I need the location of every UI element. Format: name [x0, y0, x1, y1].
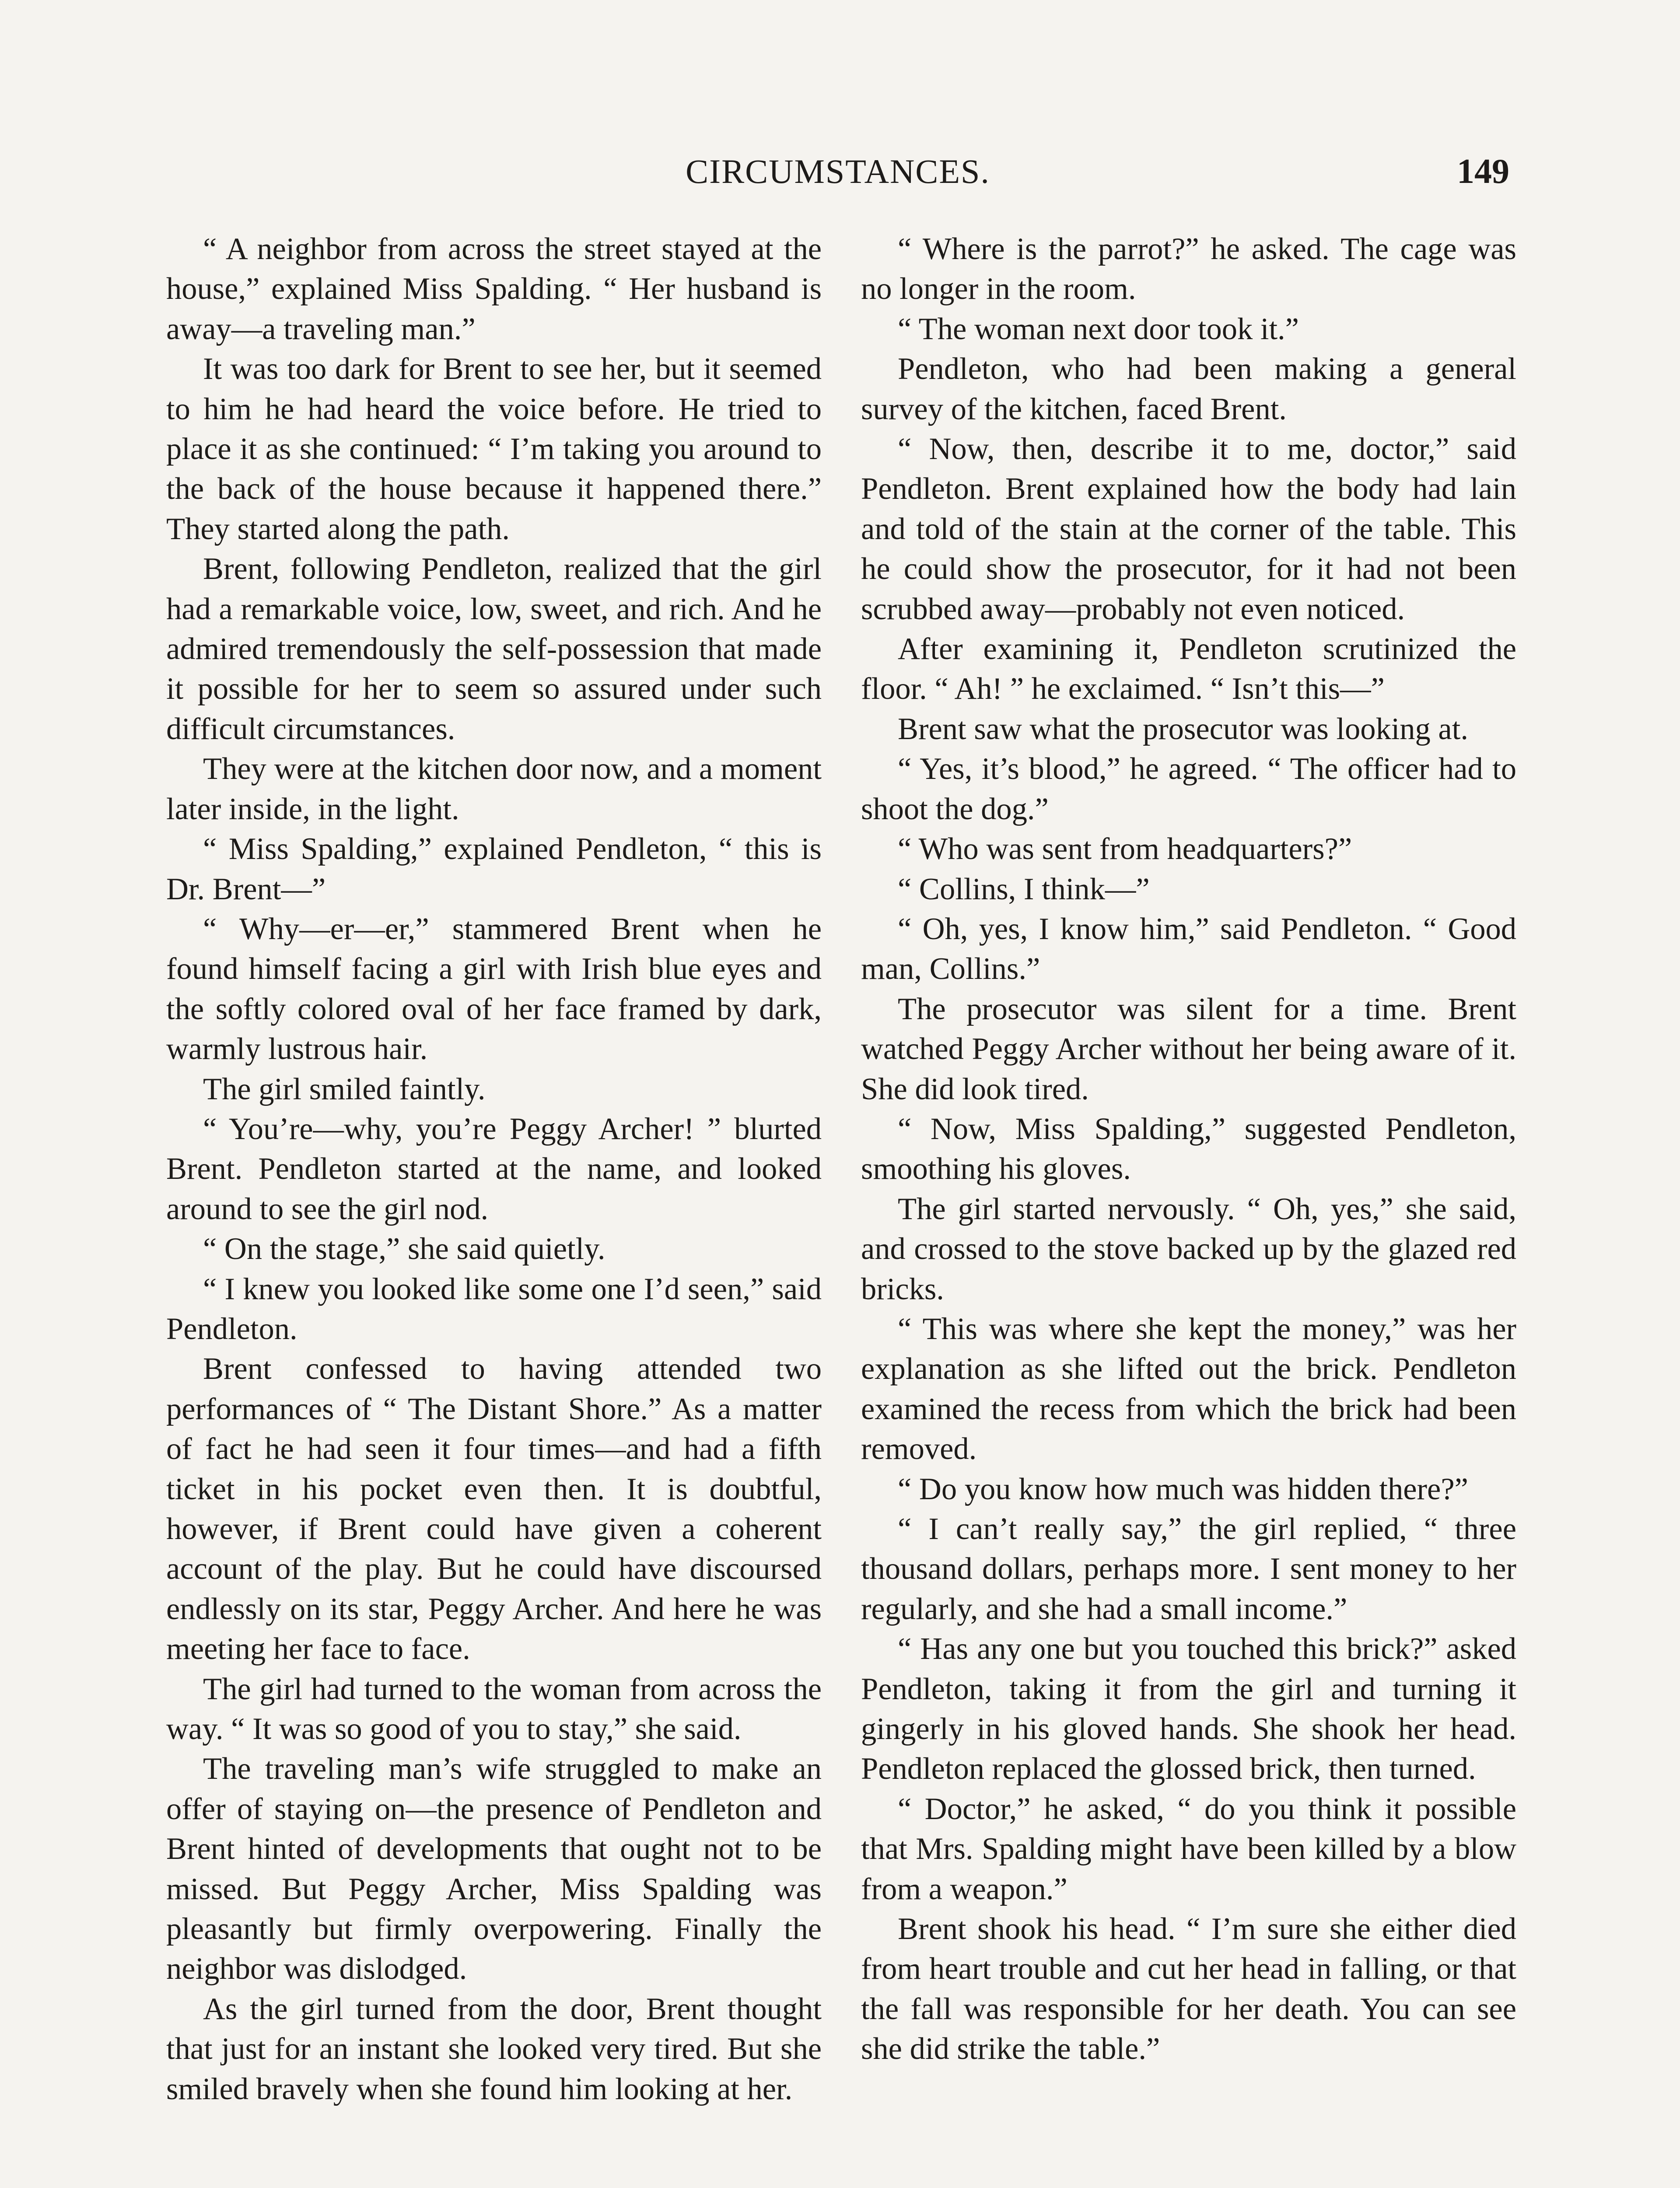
paragraph: It was too dark for Brent to see her, but it seemed to him he had heard the voice before. He tried to place it as she continued: “ I’m taking you around to the back of the house because it happened there.” They started along the path. — [166, 352, 822, 546]
paragraph: “ Where is the parrot?” he asked. The cage was no longer in the room. — [861, 232, 1516, 306]
page-number: 149 — [1457, 152, 1509, 191]
running-title: CIRCUMSTANCES. — [686, 152, 990, 190]
paragraph: “ Now, then, describe it to me, doctor,” said Pendleton. Brent explained how the body had lain and told of the stain at the corner of the table. This he could show the prosecutor, for it had not been scrubbed away—probably not even noticed. — [861, 432, 1516, 626]
paragraph: “ Who was sent from headquarters?” — [898, 832, 1352, 866]
paragraph: “ You’re—why, you’re Peggy Archer! ” blurted Brent. Pendleton started at the name, and looked around to see the girl nod. — [166, 1112, 822, 1226]
paragraph: “ Collins, I think—” — [898, 872, 1150, 906]
page-header — [166, 150, 1509, 198]
paragraph: “ Now, Miss Spalding,” suggested Pendleton, smoothing his gloves. — [861, 1112, 1516, 1186]
paragraph: The prosecutor was silent for a time. Brent watched Peggy Archer without her being aware of it. She did look tired. — [861, 992, 1516, 1106]
paragraph: “ The woman next door took it.” — [898, 312, 1299, 346]
paragraph: “ Doctor,” he asked, “ do you think it possible that Mrs. Spalding might have been killed by a blow from a weapon.” — [861, 1792, 1516, 1906]
paragraph: “ This was where she kept the money,” was her explanation as she lifted out the brick. Pendleton examined the recess from which the brick had been removed. — [861, 1311, 1516, 1466]
paragraph: Brent, following Pendleton, realized that the girl had a remarkable voice, low, sweet, and rich. And he admired tremendously the self-possession that made it possible for her to seem so assured under such difficult circumstances. — [166, 552, 822, 746]
paragraph: Brent confessed to having attended two performances of “ The Distant Shore.” As a matter of fact he had seen it four times—and had a fifth ticket in his pocket even then. It is doubtful, however, if Brent could have given a coherent account of the play. But he could have discoursed endlessly on its star, Peggy Archer. And here he was meeting her face to face. — [166, 1352, 822, 1666]
right-column — [861, 229, 1516, 2069]
paragraph: “ Do you know how much was hidden there?” — [898, 1472, 1468, 1506]
paragraph: After examining it, Pendleton scrutinized the floor. “ Ah! ” he exclaimed. “ Isn’t this—” — [861, 632, 1516, 706]
paragraph: “ Oh, yes, I know him,” said Pendleton. “ Good man, Collins.” — [861, 912, 1516, 986]
paragraph: “ Has any one but you touched this brick?” asked Pendleton, taking it from the girl and turning it gingerly in his gloved hands. She shook her head. Pendleton replaced the glossed brick, then turned. — [861, 1632, 1516, 1786]
paragraph: “ Why—er—er,” stammered Brent when he found himself facing a girl with Irish blue eyes and the softly colored oval of her face framed by dark, warmly lustrous hair. — [166, 912, 822, 1066]
paragraph: “ Yes, it’s blood,” he agreed. “ The officer had to shoot the dog.” — [861, 752, 1516, 826]
paragraph: Pendleton, who had been making a general survey of the kitchen, faced Brent. — [861, 352, 1516, 426]
paragraph: The girl had turned to the woman from across the way. “ It was so good of you to stay,” she said. — [166, 1672, 822, 1746]
paragraph: They were at the kitchen door now, and a moment later inside, in the light. — [166, 752, 822, 826]
paragraph: “ Miss Spalding,” explained Pendleton, “ this is Dr. Brent—” — [166, 832, 822, 906]
left-column — [166, 229, 822, 2109]
paragraph: “ I can’t really say,” the girl replied, “ three thousand dollars, perhaps more. I sent money to her regularly, and she had a small income.” — [861, 1512, 1516, 1626]
paragraph: The traveling man’s wife struggled to make an offer of staying on—the presence of Pendleton and Brent hinted of developments that ought not to be missed. But Peggy Archer, Miss Spalding was pleasantly but firmly overpowering. Finally the neighbor was dislodged. — [166, 1752, 822, 1986]
paragraph: The girl started nervously. “ Oh, yes,” she said, and crossed to the stove backed up by the glazed red bricks. — [861, 1192, 1516, 1306]
paragraph: “ A neighbor from across the street stayed at the house,” explained Miss Spalding. “ Her husband is away—a traveling man.” — [166, 232, 822, 346]
paragraph: “ On the stage,” she said quietly. — [203, 1232, 606, 1266]
paragraph: The girl smiled faintly. — [203, 1072, 486, 1106]
paragraph: Brent saw what the prosecutor was looking at. — [898, 712, 1468, 746]
paragraph: Brent shook his head. “ I’m sure she either died from heart trouble and cut her head in falling, or that the fall was responsible for her death. You can see she did strike the table.” — [861, 1912, 1516, 2066]
paragraph: “ I knew you looked like some one I’d seen,” said Pendleton. — [166, 1272, 822, 1346]
paragraph: As the girl turned from the door, Brent thought that just for an instant she looked very tired. But she smiled bravely when she found him looking at her. — [166, 1992, 822, 2106]
